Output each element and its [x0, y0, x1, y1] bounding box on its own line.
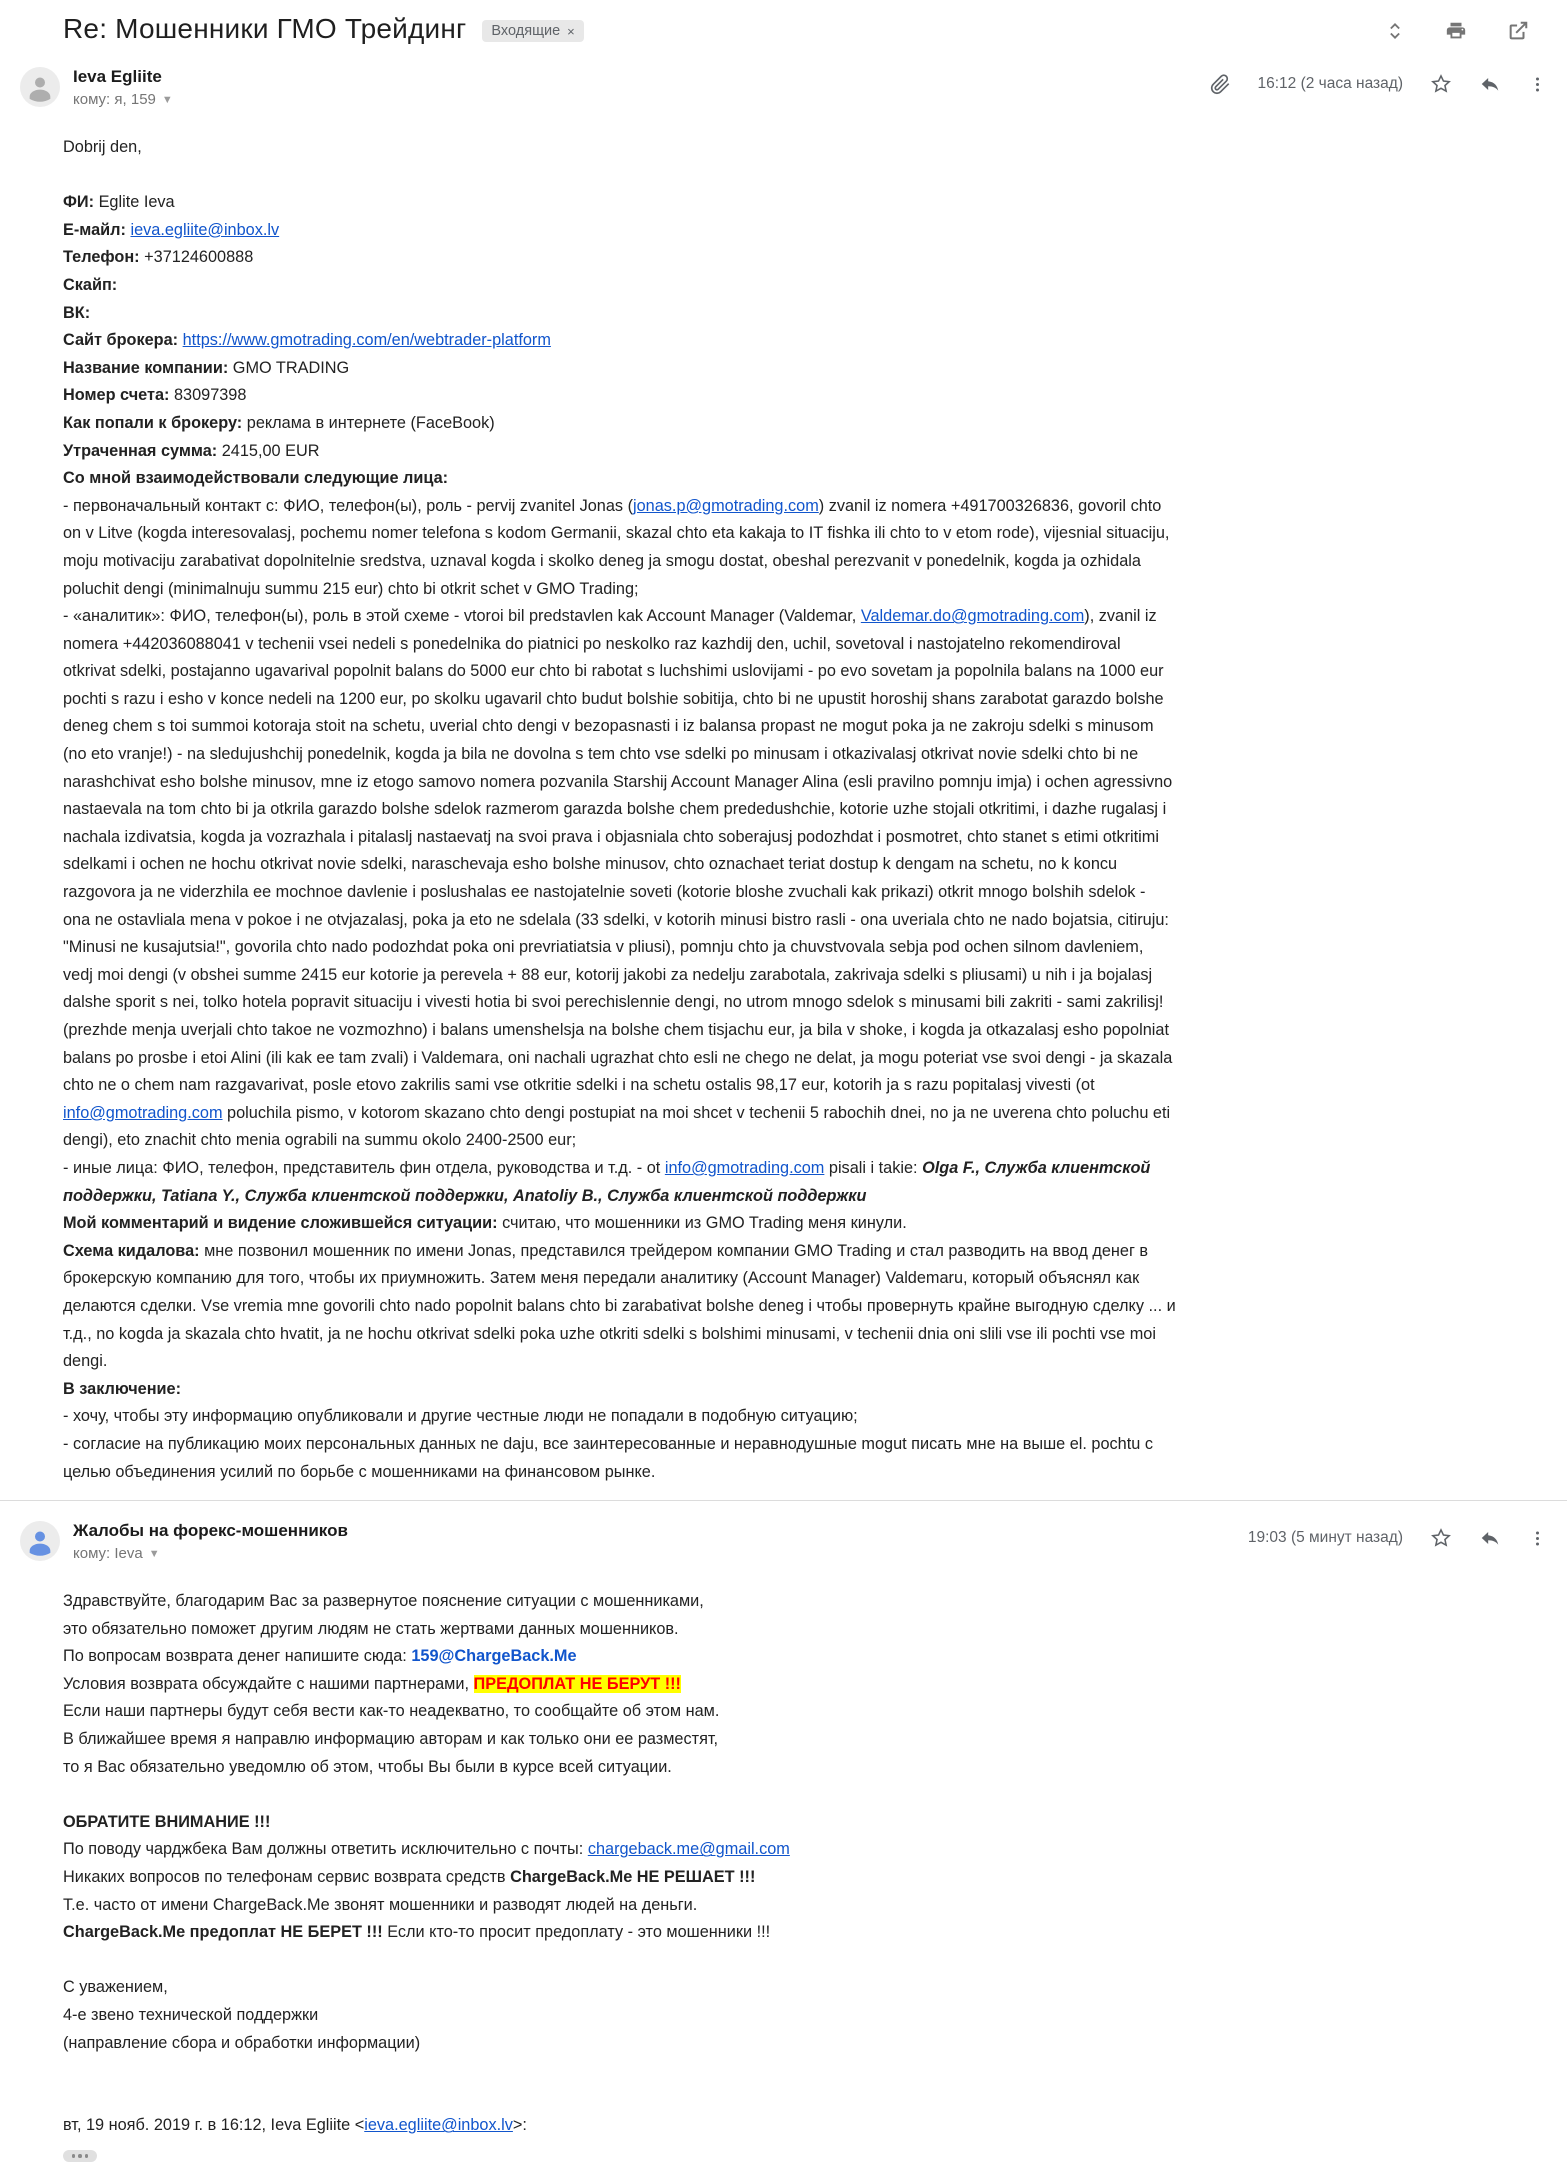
field-row: Название компании: GMO TRADING: [63, 358, 350, 377]
body-line: Т.е. часто от имени ChargeBack.Me звонят мошенники и разводят людей на деньги.: [63, 1895, 698, 1914]
body-line: Здравствуйте, благодарим Вас за развернутое пояснение ситуации с мошенниками,: [63, 1592, 704, 1611]
more-options-icon[interactable]: [1528, 1529, 1547, 1548]
quoted-header-line: вт, 19 нояб. 2019 г. в 16:12, Ieva Egliite <ieva.egliite@inbox.lv>:: [63, 2116, 527, 2135]
email-link[interactable]: ieva.egliite@inbox.lv: [130, 220, 280, 239]
comment-paragraph: Мой комментарий и видение сложившейся ситуации: считаю, что мошенники из GMO Trading меня кинули.: [63, 1214, 907, 1233]
star-icon[interactable]: [1430, 73, 1452, 95]
timestamp: 16:12 (2 часа назад): [1257, 75, 1403, 92]
open-in-new-icon[interactable]: [1507, 20, 1529, 42]
show-trimmed-content-button[interactable]: [63, 2150, 97, 2162]
subject-row: [0, 0, 1567, 45]
body-line: ChargeBack.Me предоплат НЕ БЕРЕТ !!! Если кто-то просит предоплату - это мошенники !!!: [63, 1923, 771, 1942]
sender-name: Ieva Egliite: [73, 67, 162, 86]
field-label: Название компании:: [63, 358, 229, 377]
reply-icon[interactable]: [1479, 73, 1501, 95]
field-row: [63, 272, 1176, 300]
show-details-icon[interactable]: ▼: [148, 1547, 160, 1560]
reply-icon[interactable]: [1479, 1527, 1501, 1549]
sender-avatar[interactable]: [20, 1521, 60, 1561]
more-options-icon[interactable]: [1528, 75, 1547, 94]
message-2-header: [0, 1519, 1567, 1562]
body-line: то я Вас обязательно уведомлю об этом, чтобы Вы были в курсе всей ситуации.: [63, 1757, 672, 1776]
recipients-text: кому: я, 159: [73, 91, 156, 108]
info-email-link[interactable]: info@gmotrading.com: [664, 1158, 825, 1177]
paragraph-analyst: - «аналитик»: ФИО, телефон(ы), роль в этой схеме - vtoroi bil predstavlen kak Account Manager (Valdemar, Valdemar.do@gmotrading.com), zvanil iz nomera +442036088041 v techenii vsei nedeli s ponedelnika do piatnici po neskolko raz kazhdij den, uchil, sovetoval i nastojatelno rekomendiroval otkrivat sdelki, postajanno ugavarival popolnit balans do 5000 eur chto bi rabotat s luchshimi uslovijami - po evo sovetam ja popolnila balans na 1000 eur pochti s razu i esho v konce nedeli na 1200 eur, po skolku ugavaril chto budut bolshie sobitija, chto bi ne upustit horoshij shans zarabotat garazdo bolshe deneg chem s toi summoi kotoraja stoit na schetu, uverial chto dengi v bezopasnasti i iz balansa propast ne mogut poka ja ne zakroju sdelki s minusom (no eto vranje!) - na sledujushchij ponedelnik, kogda ja bila ne dovolna s tem chto vse sdelki po minusam i otkazivalasj otkrivat novie sdelki chto bi ne narashchivat esho bolshe minusov, mne iz etogo samovo nomera pozvanila Starshij Account Manager Alina (esli pravilno pomnju imja) i ochen agressivno nastaevala na tom chto bi ja otkrila garazdo bolshe sdelok razmerom garazda bolshe chem prededushchie, kotorie uzhe stojali otkritimi, i dazhe rugalasj i nachala izdivatsia, kogda ja vozrazhala i pitalaslj nastaevatj na svoi prava i objasniala chto soberajusj podozhdat i posmotret, chto stanet s etimi otkritimi sdelkami i ochen ne hochu otkrivat novie sdelki, naraschevaja esho bolshe minusov, chto oznachaet teriat dostup k dengam na schetu, no k koncu razgovora ja ne viderzhila ee mochnoe davlenie i poslushalas ee nastojatelnie soveti (kotorie bloshe zvuchali kak prikazi) otkrit mnogo bolshih sdelok - ona ne ostavliala mena v pokoe i ne otvjazalasj, poka ja eto ne sdelala (33 sdelki, v kotorih minusi bistro rasli - ona uveriala chto ne nado bojatsia, citiruju: "Minusi ne kusajutsia!", govorila chto nado podozhdat poka oni prevriatiatsia v pliusi), pomnju chto ja chuvstvovala sebja pod ochen silnom davleniem, vedj moi dengi (v obshei summe 2415 eur kotorie ja perevela + 88 eur, kotorij jakobi za nedelju zarabotala, zakrivaja sdelki s pliusami) u nih i ja bojalasj dalshe sporit s nei, tolko hotela popravit situaciju i vivesti hotia bi svoi perechislennie dengi, no utrom mnogo sdelok s minusami bili zakriti - sami zakrilisj! (prezhde menja uverjali chto takoe ne vozmozhno) i balans umenshelsja na bolshe chem tisjachu eur, ja bila v shoke, i kogda ja otkazalasj esho popolniat balans po prosbe i etoi Alini (ili kak ee tam zvali) i Valdemara, oni nachali ugrazhat chto esli ne chego ne delat, ja mogu poteriat vse svoi dengi - ja skazala chto ne o chem nam razgavarivat, posle etovo zakrilis sami vse otkritie sdelki i na schetu ostalis 98,17 eur, kotorih ja s razu popitalasj vivesti (ot info@gmotrading.com poluchila pismo, v kotorom skazano chto dengi postupiat na moi shcet v techenii 5 rabochih dnei, no ja ne uverena chto poluchu eti dengi), eto znachit chto menia ograbili na summu okolo 2400-2500 eur;: [63, 607, 1173, 1150]
body-line: По поводу чарджбека Вам должны ответить исключительно с почты: chargeback.me@gmail.com: [63, 1840, 790, 1859]
header-actions: [1385, 20, 1547, 42]
inbox-label-text: Входящие: [491, 23, 561, 39]
recipients-row: [73, 91, 173, 108]
field-label: Телефон:: [63, 248, 140, 267]
chargeback-address-link[interactable]: 159@ChargeBack.Me: [411, 1647, 577, 1666]
sender-avatar[interactable]: [20, 67, 60, 107]
timestamp: 19:03 (5 минут назад): [1247, 1529, 1403, 1547]
field-label: ВК:: [63, 303, 91, 322]
inbox-label-chip[interactable]: [482, 20, 583, 42]
conclusion-label: В заключение:: [63, 1379, 182, 1398]
scheme-label: Схема кидалова:: [63, 1241, 200, 1260]
field-label: Номер счета:: [63, 386, 170, 405]
support-names: Olga F., Служба клиентской поддержки, Tatiana Y., Служба клиентской поддержки, Anatoliy B., Служба клиентской поддержки: [63, 1158, 1151, 1205]
body-line: Условия возврата обсуждайте с нашими партнерами, ПРЕДОПЛАТ НЕ БЕРУТ !!!: [63, 1674, 681, 1693]
body-line: Если наши партнеры будут себя вести как-то неадекватно, то сообщайте об этом нам.: [63, 1702, 720, 1721]
message-2-body: [63, 1588, 1176, 2162]
sender-block: [73, 65, 173, 108]
field-row: [63, 465, 1176, 493]
attachment-icon: [1210, 74, 1231, 95]
recipients-text: кому: Ieva: [73, 1545, 143, 1563]
conclusion-item: - согласие на публикацию моих персональных данных ne daju, все заинтересованные и неравнодушные mogut писать мне на выше el. pochtu с целью объединения усилий по борьбе с мошенниками на финансовом рынке.: [63, 1434, 1153, 1481]
paragraph-other-persons: - иные лица: ФИО, телефон, представитель фин отдела, руководства и т.д. - ot info@gmotrading.com pisali i takie: Olga F., Служба клиентской поддержки, Tatiana Y., Служба клиентской поддержки, Anatoliy B., Служба клиентской поддержки: [63, 1158, 1151, 1205]
scheme-paragraph: Схема кидалова: мне позвонил мошенник по имени Jonas, представился трейдером компании GMO Trading и стал разводить на ввод денег в брокерскую компанию для того, чтобы их приумножить. Затем меня передали аналитику (Account Manager) Valdemaru, который объяснял как делаются сделки. Vse vremia mne govorili chto nado popolnit balans chto bi zarabativat bolshe deneg i чтобы провернуть крайне выгодную сделку ... и т.д., no kogda ja skazala chto hvatit, ja ne hochu otkrivat sdelki poka uzhe otkriti sdelki s bolshimi minusami, v techenii dnia oni slili vse ili pochti vse moi dengi.: [63, 1241, 1176, 1371]
field-row: Утраченная сумма: 2415,00 EUR: [63, 441, 320, 460]
expand-all-icon[interactable]: [1385, 21, 1405, 41]
sender-block: [73, 1519, 348, 1562]
star-icon[interactable]: [1430, 1527, 1452, 1549]
message-1: [0, 65, 1567, 1486]
body-line: это обязательно поможет другим людям не стать жертвами данных мошенников.: [63, 1619, 679, 1638]
message-1-header: [0, 65, 1567, 108]
body-line: По вопросам возврата денег напишите сюда: 159@ChargeBack.Me: [63, 1647, 577, 1666]
field-label: Сайт брокера:: [63, 331, 179, 350]
field-row: Как попали к брокеру: реклама в интернете (FaceBook): [63, 413, 495, 432]
quoted-sender-email-link[interactable]: ieva.egliite@inbox.lv: [364, 2116, 513, 2135]
message-1-meta: [1210, 65, 1548, 95]
field-label: Как попали к брокеру:: [63, 413, 243, 432]
recipients-row: [73, 1545, 348, 1562]
chargeback-gmail-link[interactable]: chargeback.me@gmail.com: [587, 1840, 790, 1859]
field-row: [63, 217, 1176, 245]
signature-line: С уважением,: [63, 1978, 168, 1997]
greeting: Dobrij den,: [63, 138, 142, 156]
field-label: ФИ:: [63, 193, 95, 212]
field-row: Телефон: +37124600888: [63, 248, 254, 267]
message-2-meta: [1248, 1519, 1547, 1549]
body-line: Никаких вопросов по телефонам сервис возврата средств ChargeBack.Me НЕ РЕШАЕТ !!!: [63, 1868, 756, 1887]
broker-site-link[interactable]: https://www.gmotrading.com/en/webtrader-platform: [182, 331, 551, 350]
paragraph-first-contact: - первоначальный контакт с: ФИО, телефон(ы), роль - pervij zvanitel Jonas (jonas.p@gmotrading.com) zvanil iz nomera +491700326836, govoril chto on v Litve (kogda interesovalasj, pochemu nomer telefona s kodom Germanii, skazal chto eta kakaja to IT fishka ili chto to v etom rode), vijesnial situaciju, moju motivaciju zarabativat dopolnitelnie sredstva, uznaval kogda i skolko deneg ja smogu dostat, obeshal perezvanit v ponedelnik, kogda ja ozhidala poluchit dengi (minimalnuju summu 215 eur) chto bi otkrit schet v GMO Trading;: [63, 496, 1170, 598]
field-row: [63, 300, 1176, 328]
attention-title: ОБРАТИТЕ ВНИМАНИЕ !!!: [63, 1812, 271, 1831]
field-label: Скайп:: [63, 275, 118, 294]
valdemar-email-link[interactable]: Valdemar.do@gmotrading.com: [860, 607, 1085, 626]
body-line: В ближайшее время я направлю информацию авторам и как только они ее разместят,: [63, 1730, 719, 1749]
message-divider: [0, 1500, 1567, 1501]
jonas-email-link[interactable]: jonas.p@gmotrading.com: [633, 496, 819, 515]
print-icon[interactable]: [1445, 20, 1467, 42]
field-row: ФИ: Eglite Ieva: [63, 193, 175, 212]
show-details-icon[interactable]: ▼: [161, 93, 173, 106]
field-label: Е-майл:: [63, 220, 126, 239]
no-prepayment-highlight: ПРЕДОПЛАТ НЕ БЕРУТ !!!: [473, 1674, 681, 1693]
field-label: Со мной взаимодействовали следующие лица:: [63, 469, 449, 488]
comment-label: Мой комментарий и видение сложившейся ситуации:: [63, 1214, 498, 1233]
message-1-body: [63, 134, 1176, 1486]
conclusion-item: - хочу, чтобы эту информацию опубликовали и другие честные люди не попадали в подобную ситуацию;: [63, 1407, 858, 1426]
field-row: [63, 327, 1176, 355]
field-label: Утраченная сумма:: [63, 441, 218, 460]
remove-label-icon[interactable]: ×: [567, 23, 575, 39]
sender-name: Жалобы на форекс-мошенников: [73, 1521, 348, 1541]
info-email-link[interactable]: info@gmotrading.com: [63, 1103, 223, 1122]
page-title: Re: Мошенники ГМО Трейдинг: [63, 13, 467, 44]
signature-line: 4-е звено технической поддержки: [63, 2006, 319, 2024]
signature-line: (направление сбора и обработки информации): [63, 2033, 421, 2052]
message-2: [0, 1519, 1567, 2162]
field-row: Номер счета: 83097398: [63, 386, 247, 405]
